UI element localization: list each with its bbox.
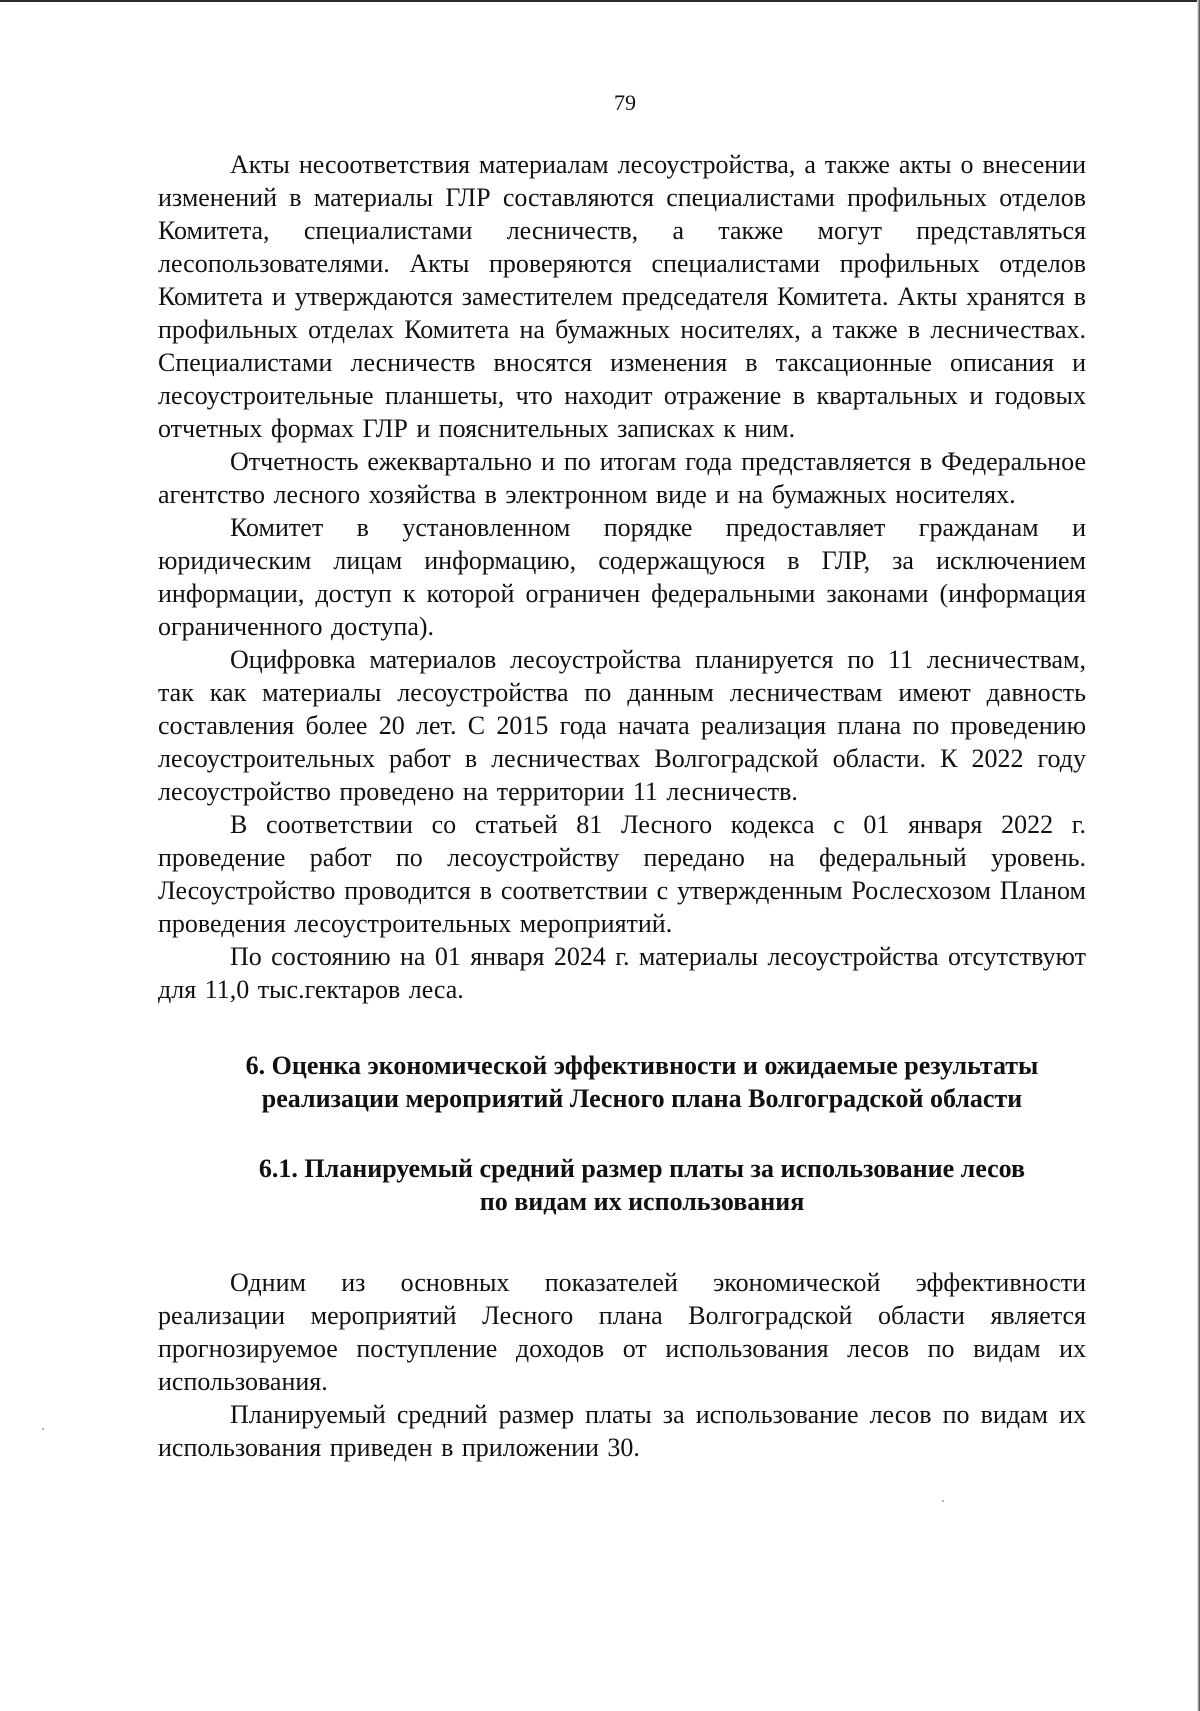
- paragraph: Оцифровка материалов лесоустройства планируется по 11 лесничествам, так как материалы лесоустройства по данным лесничествам имеют давность составления более 20 лет. С 2015 года начата реализация плана по проведению лесоустроительных работ в лесничествах Волгоградской области. К 2022 году лесоустройство проведено на территории 11 лесничеств.: [158, 645, 1086, 806]
- scan-speck: [42, 1428, 44, 1430]
- paragraph: По состоянию на 01 января 2024 г. материалы лесоустройства отсутствуют для 11,0 тыс.гектаров леса.: [158, 942, 1086, 1004]
- page-number: 79: [614, 90, 636, 115]
- subsection-heading-line: 6.1. Планируемый средний размер платы за использование лесов: [258, 1154, 1026, 1183]
- section-heading-line: реализации мероприятий Лесного плана Волгоградской области: [261, 1084, 1023, 1113]
- subsection-heading: [158, 1152, 1086, 1218]
- subsection-heading-line: по видам их использования: [479, 1187, 805, 1216]
- paragraph: В соответствии со статьей 81 Лесного кодекса с 01 января 2022 г. проведение работ по лесоустройству передано на федеральный уровень. Лесоустройство проводится в соответствии с утвержденным Рослесхозом Планом проведения лесоустроительных мероприятий.: [158, 810, 1086, 938]
- section-heading-block: [158, 1049, 1086, 1115]
- scan-speck: [942, 1500, 944, 1502]
- section-heading: [158, 1049, 1086, 1115]
- paragraph: Планируемый средний размер платы за использование лесов по видам их использования приведен в приложении 30.: [158, 1400, 1086, 1462]
- paragraph: Одним из основных показателей экономической эффективности реализации мероприятий Лесного плана Волгоградской области является прогнозируемое поступление доходов от использования лесов по видам их использования.: [158, 1268, 1086, 1396]
- subsection-heading-block: [158, 1152, 1086, 1218]
- section-heading-line: 6. Оценка экономической эффективности и ожидаемые результаты: [245, 1051, 1039, 1080]
- subsection-body: [158, 1266, 1086, 1464]
- paragraph: Комитет в установленном порядке предоставляет гражданам и юридическим лицам информацию, содержащуюся в ГЛР, за исключением информации, доступ к которой ограничен федеральными законами (информация ограниченного доступа).: [158, 513, 1086, 641]
- scan-edge-top: [0, 0, 1200, 2]
- document-body: [158, 148, 1086, 1464]
- paragraph: Отчетность ежеквартально и по итогам года представляется в Федеральное агентство лесного хозяйства в электронном виде и на бумажных носителях.: [158, 447, 1086, 509]
- paragraph: Акты несоответствия материалам лесоустройства, а также акты о внесении изменений в материалы ГЛР составляются специалистами профильных отделов Комитета, специалистами лесничеств, а также могут представляться лесопользователями. Акты проверяются специалистами профильных отделов Комитета и утверждаются заместителем председателя Комитета. Акты хранятся в профильных отделах Комитета на бумажных носителях, а также в лесничествах. Специалистами лесничеств вносятся изменения в таксационные описания и лесоустроительные планшеты, что находит отражение в квартальных и годовых отчетных формах ГЛР и пояснительных записках к ним.: [158, 150, 1086, 443]
